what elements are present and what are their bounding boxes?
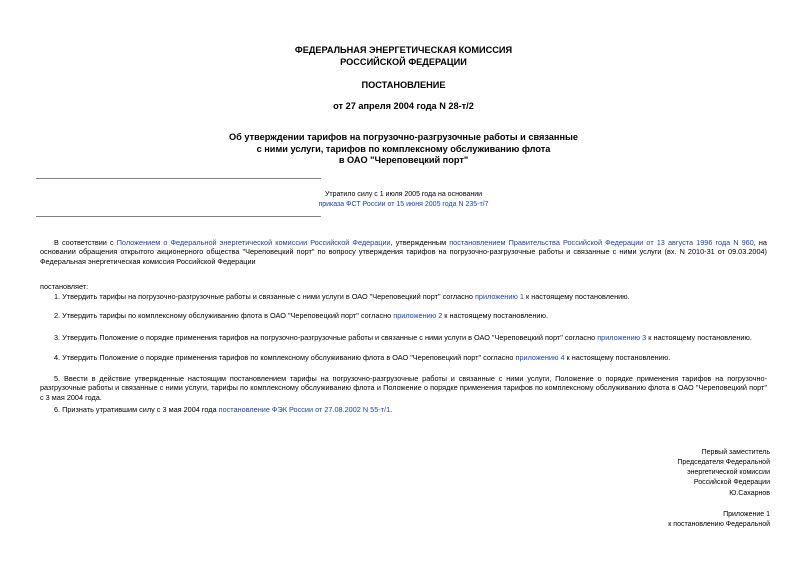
item-4-text: 4. Утвердить Положение о порядке применения тарифов по комплексному обслуживанию флота в ОАО "Череповецкий порт" согласно [54, 353, 516, 362]
signature-block [677, 448, 770, 499]
item-3-tail: к настоящему постановлению. [646, 333, 752, 342]
item-3-text: 3. Утвердить Положение о порядке применения тарифов на погрузочно-разгрузочные работы и связанные с ними услуги в ОАО "Череповецкий порт" согласно [54, 333, 598, 342]
document-date: от 27 апреля 2004 года N 28-т/2 [333, 101, 474, 111]
lapsed-notice [240, 190, 567, 210]
document-subject [0, 132, 807, 167]
issuer-line-1: ФЕДЕРАЛЬНАЯ ЭНЕРГЕТИЧЕСКАЯ КОМИССИЯ [294, 45, 513, 55]
item-4-link[interactable]: приложению 4 [515, 353, 565, 362]
item-6-link[interactable]: постановление ФЭК России от 27.08.2002 N 55-т/1 [218, 405, 391, 414]
item-1-text: 1. Утвердить тарифы на погрузочно-разгрузочные работы и связанные с ними услуги в ОАО "Череповецкий порт" согласно [54, 292, 475, 301]
preamble-paragraph [40, 238, 767, 266]
item-2 [40, 311, 767, 320]
signature-line-4: Российской Федерации [693, 479, 770, 487]
item-4-tail: к настоящему постановлению. [564, 353, 671, 362]
divider-top [36, 178, 321, 179]
decree-word: постановляет: [40, 282, 89, 291]
lapsed-text: Утратило силу с 1 июля 2005 года на основании [324, 191, 483, 198]
signature-line-1: Первый заместитель [701, 449, 770, 456]
item-6-tail: . [390, 405, 393, 414]
annex-line-2: к постановлению Федеральной [668, 521, 770, 529]
item-1 [40, 292, 767, 301]
lapsed-link[interactable]: приказа ФСТ России от 15 июня 2005 года N 235-т/7 [318, 201, 489, 209]
signatory-name: Ю.Сахарнов [729, 489, 770, 497]
preamble-link-government-decree[interactable]: постановлением Правительства Российской Федерации от 13 августа 1996 года N 960 [449, 238, 754, 247]
document-type: ПОСТАНОВЛЕНИЕ [361, 80, 446, 90]
subject-line-1: Об утверждении тарифов на погрузочно-разгрузочные работы и связанные [229, 132, 578, 142]
divider-bottom [36, 216, 321, 217]
item-4 [40, 353, 767, 362]
item-5: 5. Ввести в действие утвержденные настоящим постановлением тарифы на погрузочно-разгрузочные работы и связанные с ними услуги, Положение о порядке применения тарифов на погрузочно-разгрузочные работы и связанные с ними услуги, тарифы по комплексному обслуживанию флота и Положение о порядке применения тарифов по комплексному обслуживанию флота в ОАО "Череповецкий порт" с 3 мая 2004 года. [40, 374, 767, 402]
issuer-line-2: РОССИЙСКОЙ ФЕДЕРАЦИИ [340, 57, 467, 67]
item-6 [40, 405, 767, 414]
annex-heading [668, 510, 770, 530]
item-2-text: 2. Утвердить тарифы по комплексному обслуживанию флота в ОАО "Череповецкий порт" согласно [54, 311, 394, 320]
annex-line-1: Приложение 1 [723, 511, 770, 518]
item-2-tail: к настоящему постановлению. [442, 311, 548, 320]
item-1-link[interactable]: приложению 1 [474, 292, 524, 301]
preamble-link-regulation[interactable]: Положением о Федеральной энергетической комиссии Российской Федерации [116, 238, 391, 247]
signature-line-3: энергетической комиссии [687, 469, 770, 477]
preamble-text-2: , утвержденным [390, 238, 450, 247]
subject-line-3: в ОАО "Череповецкий порт" [338, 155, 469, 165]
item-6-text: 6. Признать утратившим силу с 3 мая 2004 года [54, 405, 219, 414]
preamble-text-1: В соответствии с [54, 238, 117, 247]
item-3 [40, 333, 767, 342]
signature-line-2: Председателя Федеральной [677, 459, 770, 467]
item-1-tail: к настоящему постановлению. [523, 292, 630, 301]
item-3-link[interactable]: приложению 3 [597, 333, 647, 342]
subject-line-2: с ними услуги, тарифов по комплексному обслуживанию флота [256, 143, 551, 154]
item-2-link[interactable]: приложению 2 [393, 311, 443, 320]
preamble-text-3: , на основании обращения открытого акционерного общества "Череповецкий порт" по вопросу утверждения тарифов на погрузочно-разгрузочные работы и связанные с ними услуги (вх. N 2010-31 от 09.03.2004) Федеральная энергетическая комиссия Российской Федерации [40, 238, 767, 266]
